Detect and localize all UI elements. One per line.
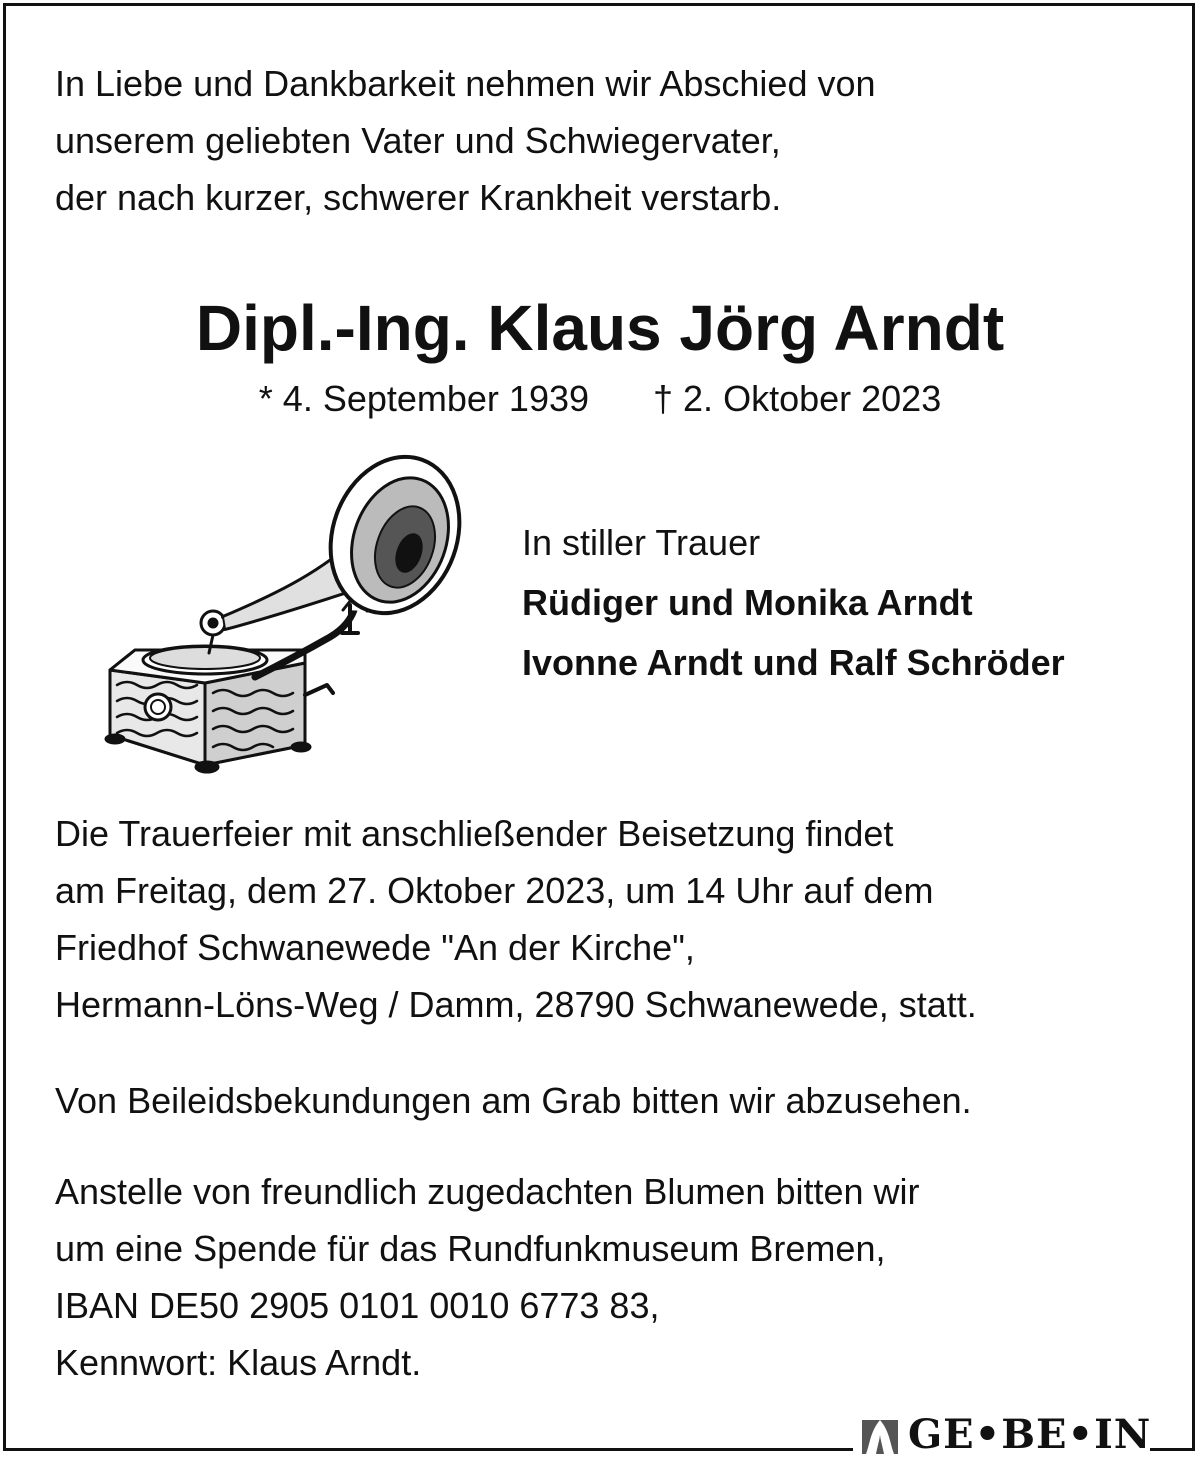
ceremony-line: Friedhof Schwanewede "An der Kirche", — [55, 927, 695, 968]
bottom-rule — [1150, 1448, 1195, 1451]
mourners-block — [522, 513, 1065, 693]
condolence-note: Von Beileidsbekundungen am Grab bitten wir abzusehen. — [55, 1080, 972, 1121]
donation-line: um eine Spende für das Rundfunkmuseum Bremen, — [55, 1228, 886, 1269]
life-dates — [0, 374, 1200, 424]
gebein-logo-icon — [858, 1414, 902, 1458]
donation-line: Kennwort: Klaus Arndt. — [55, 1342, 422, 1383]
intro-text — [55, 55, 876, 226]
publisher-logo — [858, 1408, 1151, 1458]
donation-line: Anstelle von freundlich zugedachten Blumen bitten wir — [55, 1171, 920, 1212]
ceremony-line: Die Trauerfeier mit anschließender Beisetzung findet — [55, 813, 894, 854]
ceremony-line: am Freitag, dem 27. Oktober 2023, um 14 Uhr auf dem — [55, 870, 934, 911]
death-date: † 2. Oktober 2023 — [653, 378, 942, 419]
ceremony-line: Hermann-Löns-Weg / Damm, 28790 Schwanewede, statt. — [55, 984, 977, 1025]
gramophone-illustration — [95, 445, 480, 785]
intro-line: unserem geliebten Vater und Schwiegervater, — [55, 120, 781, 161]
intro-line: der nach kurzer, schwerer Krankheit verstarb. — [55, 177, 782, 218]
birth-date: * 4. September 1939 — [258, 378, 590, 419]
ceremony-text — [55, 805, 977, 1033]
donation-line: IBAN DE50 2905 0101 0010 6773 83, — [55, 1285, 660, 1326]
donation-text — [55, 1163, 920, 1391]
mourner-family: Ivonne Arndt und Ralf Schröder — [522, 642, 1065, 683]
mourners-heading: In stiller Trauer — [522, 522, 761, 563]
logo-text: GE•BE•IN — [908, 1411, 1152, 1458]
deceased-name: Dipl.-Ing. Klaus Jörg Arndt — [195, 292, 1005, 364]
intro-line: In Liebe und Dankbarkeit nehmen wir Abschied von — [55, 63, 876, 104]
mourner-family: Rüdiger und Monika Arndt — [522, 582, 973, 623]
bottom-rule — [3, 1448, 853, 1451]
